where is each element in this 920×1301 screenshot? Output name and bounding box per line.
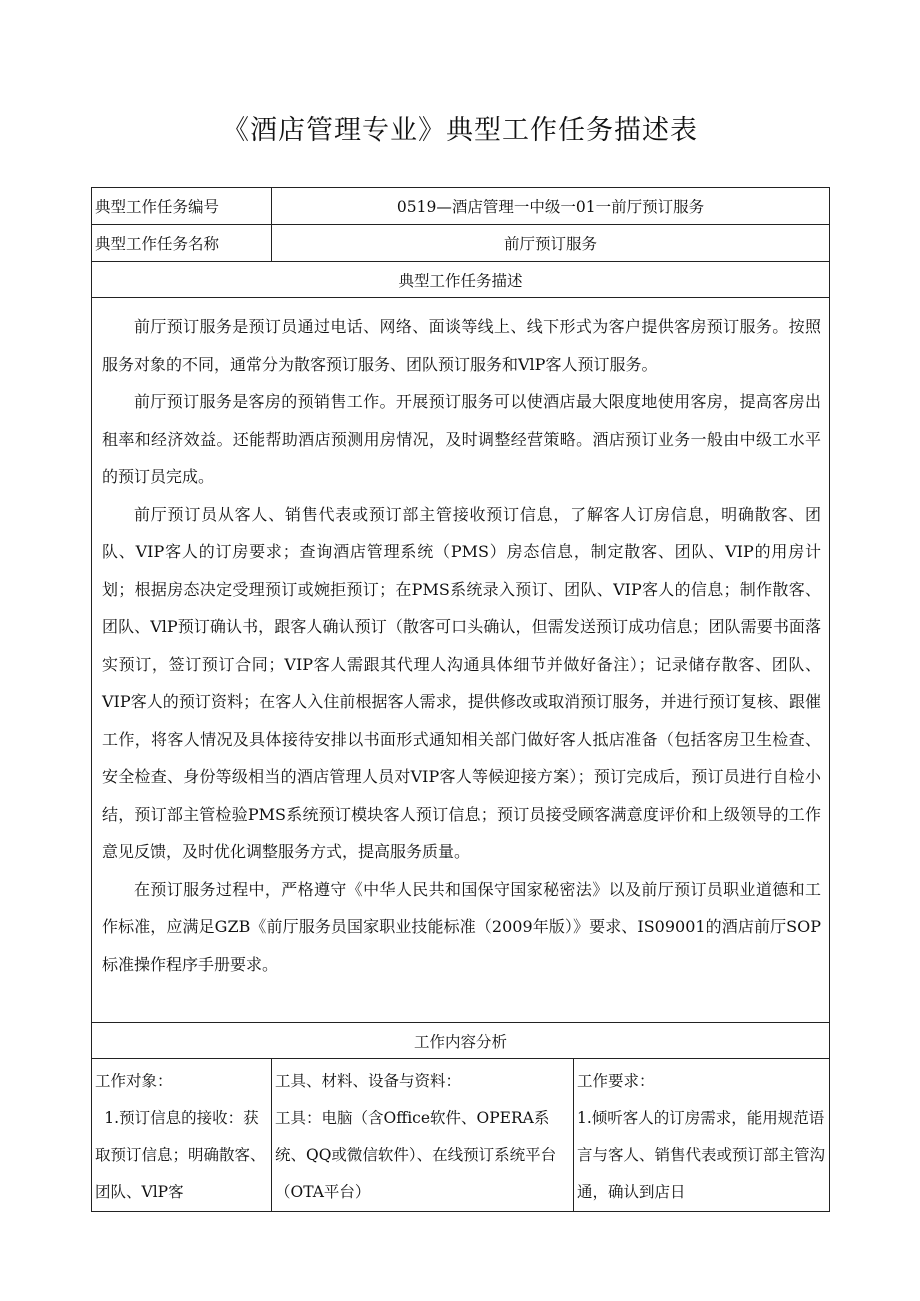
task-code-row [92, 188, 830, 225]
description-row [92, 298, 830, 1023]
analysis-heading-row [92, 1023, 830, 1059]
tools-text: 工具：电脑（含Office软件、OPERA系统、QQ或微信软件）、在线预订系统平台（OTA平台） [275, 1109, 557, 1201]
work-object-text: 1.预订信息的接收：获取预订信息；明确散客、团队、VlP客 [95, 1109, 266, 1201]
description-heading: 典型工作任务描述 [92, 262, 830, 298]
task-description-table [91, 187, 830, 1212]
task-code-label: 典型工作任务编号 [92, 188, 272, 225]
analysis-columns-row [92, 1059, 830, 1212]
description-heading-row [92, 262, 830, 298]
description-cell [92, 298, 830, 1023]
requirements-cell [574, 1059, 830, 1212]
description-paragraph-2: 前厅预订服务是客房的预销售工作。开展预订服务可以使酒店最大限度地使用客房，提高客房出租率和经济效益。还能帮助酒店预测用房情况，及时调整经营策略。酒店预订业务一般由中级工水平的预订员完成。 [102, 392, 822, 486]
task-code-value: 0519—酒店管理一中级一01一前厅预订服务 [272, 188, 830, 225]
tools-label: 工具、材料、设备与资料： [275, 1072, 462, 1090]
task-name-value: 前厅预订服务 [272, 225, 830, 262]
tools-cell [272, 1059, 574, 1212]
work-object-label: 工作对象： [95, 1072, 173, 1090]
description-body [92, 298, 829, 983]
task-name-label: 典型工作任务名称 [92, 225, 272, 262]
description-paragraph-1: 前厅预订服务是预订员通过电话、网络、面谈等线上、线下形式为客户提供客房预订服务。按照服务对象的不同，通常分为散客预订服务、团队预订服务和VlP客人预订服务。 [102, 317, 822, 374]
analysis-heading: 工作内容分析 [92, 1023, 830, 1059]
requirements-label: 工作要求： [577, 1072, 655, 1090]
page-title: 《酒店管理专业》典型工作任务描述表 [222, 115, 698, 146]
description-paragraph-4: 在预订服务过程中，严格遵守《中华人民共和国保守国家秘密法》以及前厅预订员职业道德和工作标准，应满足GZB《前厅服务员国家职业技能标准（2009年版）》要求、IS09001的酒店前厅SOP标准操作程序手册要求。 [102, 879, 822, 974]
description-paragraph-3: 前厅预订员从客人、销售代表或预订部主管接收预订信息，了解客人订房信息，明确散客、团队、VIP客人的订房要求；查询酒店管理系统（PMS）房态信息，制定散客、团队、VIP的用房计划；根据房态决定受理预订或婉拒预订；在PMS系统录入预订、团队、VIP客人的信息；制作散客、团队、VlP预订确认书，跟客人确认预订（散客可口头确认，但需发送预订成功信息；团队需要书面落实预订，签订预订合同；VIP客人需跟其代理人沟通具体细节并做好备注）；记录储存散客、团队、VIP客人的预订资料；在客人入住前根据客人需求，提供修改或取消预订服务，并进行预订复核、跟催工作，将客人情况及具体接待安排以书面形式通知相关部门做好客人抵店准备（包括客房卫生检查、安全检查、身份等级相当的酒店管理人员对VIP客人等候迎接方案）；预订完成后，预订员进行自检小结，预订部主管检验PMS系统预订模块客人预订信息；预订员接受顾客满意度评价和上级领导的工作意见反馈，及时优化调整服务方式，提高服务质量。 [102, 504, 822, 861]
task-name-row [92, 225, 830, 262]
requirements-text: 1.倾听客人的订房需求，能用规范语言与客人、销售代表或预订部主管沟通，确认到店日 [577, 1109, 826, 1201]
work-object-cell [92, 1059, 272, 1212]
